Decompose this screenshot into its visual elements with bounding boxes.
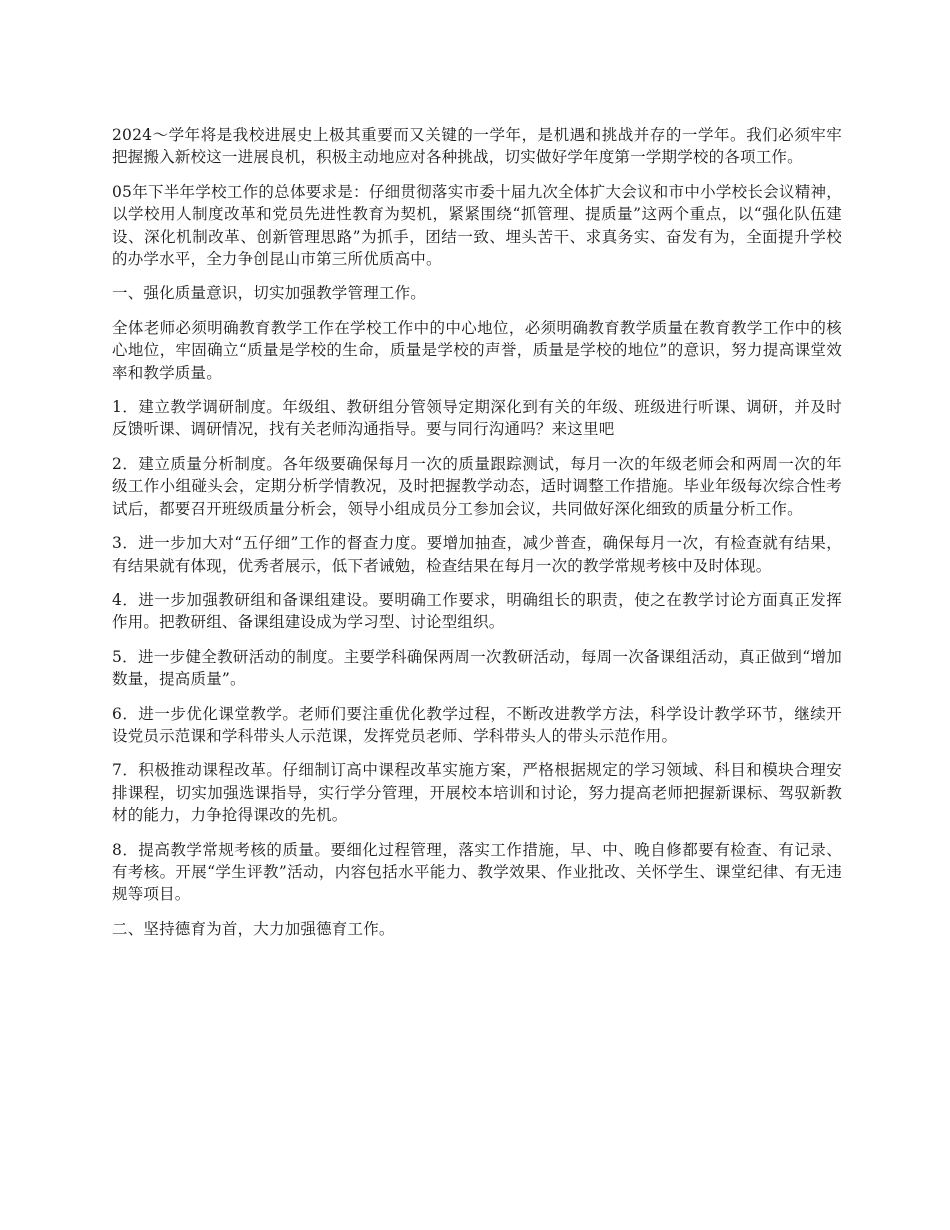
document-body: [112, 124, 842, 952]
list-item-1: 1．建立教学调研制度。年级组、教研组分管领导定期深化到有关的年级、班级进行听课、调研，并及时反馈听课、调研情况，找有关老师沟通指导。要与同行沟通吗？来这里吧: [112, 398, 842, 439]
list-item-3: 3．进一步加大对“五仔细”工作的督查力度。要增加抽查，减少普查，确保每月一次，有检查就有结果，有结果就有体现，优秀者展示，低下者诫勉，检查结果在每月一次的教学常规考核中及时体现。: [112, 534, 842, 575]
section-heading-teaching: 一、强化质量意识，切实加强教学管理工作。: [112, 284, 427, 303]
list-item-7: 7．积极推动课程改革。仔细制订高中课程改革实施方案，严格根据规定的学习领域、科目和模块合理安排课程，切实加强选课指导，实行学分管理，开展校本培训和讨论，努力提高老师把握新课标、驾驭新教材的能力，力争抢得课改的先机。: [112, 761, 842, 825]
paragraph-quality-awareness: 全体老师必须明确教育教学工作在学校工作中的中心地位，必须明确教育教学质量在教育教学工作中的核心地位，牢固确立“质量是学校的生命，质量是学校的声誉，质量是学校的地位”的意识，努力提高课堂效率和教学质量。: [112, 318, 842, 382]
section-heading-moral-education: 二、坚持德育为首，大力加强德育工作。: [112, 919, 395, 938]
paragraph-intro: 2024～学年将是我校进展史上极其重要而又关键的一学年，是机遇和挑战并存的一学年。我们必须牢牢把握搬入新校这一进展良机，积极主动地应对各种挑战，切实做好学年度第一学期学校的各项工作。: [112, 126, 842, 167]
list-item-8: 8．提高教学常规考核的质量。要细化过程管理，落实工作措施，早、中、晚自修都要有检查、有记录、有考核。开展“学生评教”活动，内容包括水平能力、教学效果、作业批改、关怀学生、课堂纪律、有无违规等项目。: [112, 840, 842, 904]
list-item-4: 4．进一步加强教研组和备课组建设。要明确工作要求，明确组长的职责，使之在教学讨论方面真正发挥作用。把教研组、备课组建设成为学习型、讨论型组织。: [112, 590, 842, 632]
list-item-6: 6．进一步优化课堂教学。老师们要注重优化教学过程，不断改进教学方法，科学设计教学环节，继续开设党员示范课和学科带头人示范课，发挥党员老师、学科带头人的带头示范作用。: [112, 704, 842, 745]
list-item-5: 5．进一步健全教研活动的制度。主要学科确保两周一次教研活动，每周一次备课组活动，真正做到“增加数量，提高质量”。: [112, 647, 842, 689]
paragraph-overall-requirements: 05年下半年学校工作的总体要求是：仔细贯彻落实市委十届九次全体扩大会议和市中小学校长会议精神，以学校用人制度改革和党员先进性教育为契机，紧紧围绕“抓管理、提质量”这两个重点，以“强化队伍建设、深化机制改革、创新管理思路”为抓手，团结一致、埋头苦干、求真务实、奋发有为，全面提升学校的办学水平，全力争创昆山市第三所优质高中。: [112, 182, 842, 269]
list-item-2: 2．建立质量分析制度。各年级要确保每月一次的质量跟踪测试，每月一次的年级老师会和两周一次的年级工作小组碰头会，定期分析学情教况，及时把握教学动态，适时调整工作措施。毕业年级每次综合性考试后，都要召开班级质量分析会，领导小组成员分工参加会议，共同做好深化细致的质量分析工作。: [112, 454, 842, 518]
